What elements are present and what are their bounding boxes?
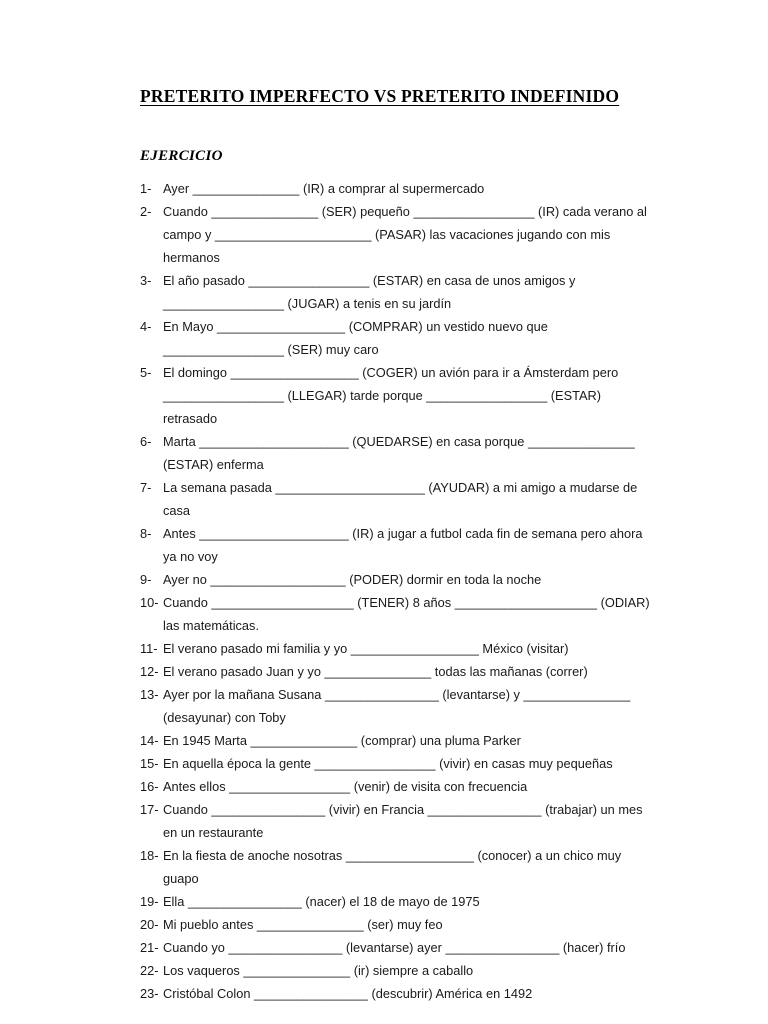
exercise-item [140, 430, 650, 476]
item-number: 5- [140, 365, 152, 380]
exercise-item [140, 936, 650, 959]
exercise-item [140, 729, 650, 752]
item-text: En 1945 Marta _______________ (comprar) una pluma Parker [163, 733, 521, 748]
item-text: Antes _____________________ (IR) a jugar a futbol cada fin de semana pero ahora ya no voy [163, 526, 643, 564]
item-text: Cuando ____________________ (TENER) 8 años ____________________ (ODIAR) las matemáticas. [163, 595, 650, 633]
item-number: 7- [140, 480, 152, 495]
item-number: 12- [140, 664, 159, 679]
page-title: PRETERITO IMPERFECTO VS PRETERITO INDEFINIDO [140, 86, 620, 106]
item-text: El año pasado _________________ (ESTAR) en casa de unos amigos y _________________ (JUGAR) a tenis en su jardín [163, 273, 576, 311]
exercise-item [140, 177, 650, 200]
exercise-item [140, 522, 650, 568]
exercise-item [140, 269, 650, 315]
item-number: 14- [140, 733, 159, 748]
exercise-list [140, 177, 650, 1005]
item-number: 18- [140, 848, 159, 863]
item-number: 13- [140, 687, 159, 702]
item-number: 3- [140, 273, 152, 288]
exercise-item [140, 959, 650, 982]
item-text: Ella ________________ (nacer) el 18 de mayo de 1975 [163, 894, 480, 909]
item-number: 8- [140, 526, 152, 541]
exercise-item [140, 913, 650, 936]
exercise-item [140, 568, 650, 591]
exercise-item [140, 637, 650, 660]
item-text: Mi pueblo antes _______________ (ser) muy feo [163, 917, 443, 932]
item-number: 6- [140, 434, 152, 449]
item-text: Marta _____________________ (QUEDARSE) en casa porque _______________ (ESTAR) enferma [163, 434, 635, 472]
item-number: 9- [140, 572, 152, 587]
item-number: 19- [140, 894, 159, 909]
item-text: Cristóbal Colon ________________ (descubrir) América en 1492 [163, 986, 533, 1001]
item-text: Cuando _______________ (SER) pequeño _________________ (IR) cada verano al campo y ______________________ (PASAR) las vacaciones jugando con mis hermanos [163, 204, 647, 265]
item-text: En Mayo __________________ (COMPRAR) un vestido nuevo que _________________ (SER) muy caro [163, 319, 548, 357]
item-text: Antes ellos _________________ (venir) de visita con frecuencia [163, 779, 528, 794]
exercise-item [140, 660, 650, 683]
item-number: 10- [140, 595, 159, 610]
item-text: En la fiesta de anoche nosotras __________________ (conocer) a un chico muy guapo [163, 848, 622, 886]
item-text: La semana pasada _____________________ (AYUDAR) a mi amigo a mudarse de casa [163, 480, 638, 518]
item-number: 17- [140, 802, 159, 817]
exercise-item [140, 361, 650, 430]
item-text: Ayer no ___________________ (PODER) dormir en toda la noche [163, 572, 542, 587]
item-text: Cuando yo ________________ (levantarse) ayer ________________ (hacer) frío [163, 940, 626, 955]
item-text: Ayer _______________ (IR) a comprar al supermercado [163, 181, 485, 196]
item-text: Ayer por la mañana Susana ________________ (levantarse) y _______________ (desayunar) con Toby [163, 687, 631, 725]
item-text: El domingo __________________ (COGER) un avión para ir a Ámsterdam pero _________________ (LLEGAR) tarde porque _________________ (ESTAR) retrasado [163, 365, 619, 426]
exercise-item [140, 200, 650, 269]
item-number: 16- [140, 779, 159, 794]
exercise-item [140, 982, 650, 1005]
item-text: El verano pasado mi familia y yo __________________ México (visitar) [163, 641, 569, 656]
item-number: 11- [140, 641, 158, 656]
exercise-item [140, 775, 650, 798]
item-number: 23- [140, 986, 159, 1001]
exercise-item [140, 315, 650, 361]
exercise-item [140, 844, 650, 890]
item-number: 15- [140, 756, 159, 771]
exercise-item [140, 752, 650, 775]
item-number: 1- [140, 181, 152, 196]
item-number: 21- [140, 940, 159, 955]
exercise-item [140, 890, 650, 913]
exercise-item [140, 591, 650, 637]
exercise-item [140, 798, 650, 844]
item-number: 2- [140, 204, 152, 219]
item-number: 4- [140, 319, 152, 334]
item-number: 20- [140, 917, 159, 932]
exercise-item [140, 476, 650, 522]
item-number: 22- [140, 963, 159, 978]
item-text: Cuando ________________ (vivir) en Francia ________________ (trabajar) un mes en un restaurante [163, 802, 643, 840]
item-text: El verano pasado Juan y yo _______________ todas las mañanas (correr) [163, 664, 588, 679]
section-heading: EJERCICIO [140, 148, 223, 164]
exercise-item [140, 683, 650, 729]
item-text: En aquella época la gente _________________ (vivir) en casas muy pequeñas [163, 756, 613, 771]
item-text: Los vaqueros _______________ (ir) siempre a caballo [163, 963, 474, 978]
